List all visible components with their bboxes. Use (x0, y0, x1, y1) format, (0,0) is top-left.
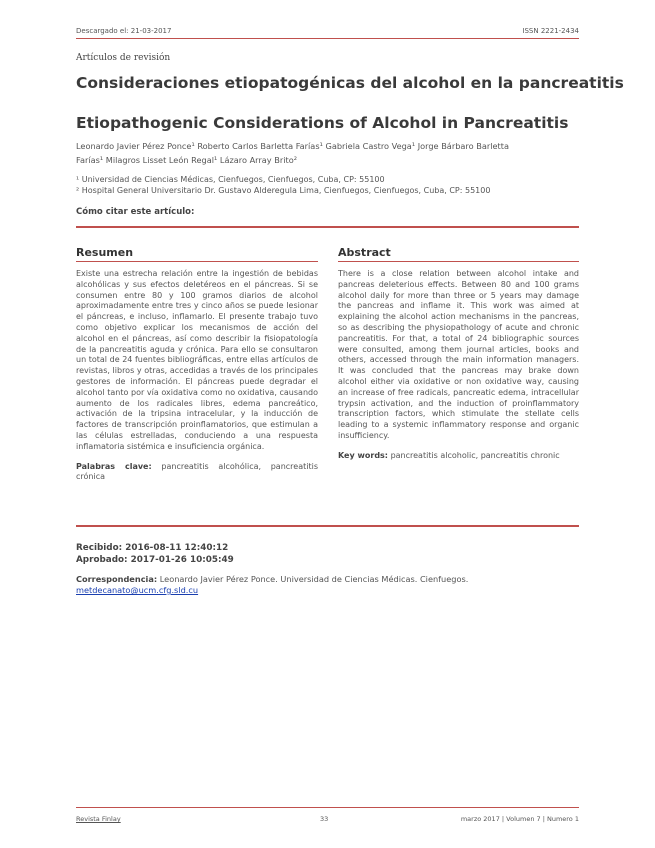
affiliation-1: ¹ Universidad de Ciencias Médicas, Cienfuegos, Cienfuegos, Cuba, CP: 55100 (76, 175, 385, 184)
issn: ISSN 2221-2434 (522, 27, 579, 35)
abstract-keywords (338, 451, 579, 462)
cite-label: Cómo citar este artículo: (76, 207, 195, 217)
correspondence-label: Correspondencia: (76, 574, 158, 584)
resumen-keywords-label: Palabras clave: (76, 461, 152, 471)
resumen-rule (76, 261, 318, 262)
abstract-rule (338, 261, 579, 262)
issue-info: marzo 2017 | Volumen 7 | Numero 1 (460, 815, 579, 823)
author-list (76, 139, 579, 167)
authors-line-2: Farías¹ Milagros Lisset León Regal¹ Lázaro Array Brito² (76, 155, 297, 165)
header-rule (76, 38, 579, 39)
journal-link[interactable]: Revista Finlay (76, 815, 121, 823)
resumen-heading: Resumen (76, 246, 134, 259)
abstract-keywords-value: pancreatitis alcoholic, pancreatitis chronic (390, 450, 560, 460)
correspondence (76, 574, 579, 596)
footer-rule (76, 807, 579, 808)
abstract-keywords-label: Key words: (338, 450, 389, 460)
section-type: Artículos de revisión (76, 53, 171, 63)
abstract-bottom-rule (76, 525, 579, 527)
title-english: Etiopathogenic Considerations of Alcohol in Pancreatitis (76, 114, 569, 132)
affiliation-2: ² Hospital General Universitario Dr. Gustavo Alderegula Lima, Cienfuegos, Cienfuegos, Cuba, CP: 55100 (76, 186, 491, 195)
abstract-text: There is a close relation between alcohol intake and pancreas deleterious effects. Between 80 and 100 grams alcohol daily for more than three or 5 years may damage the pancreas and inflame it. This work was aimed at explaining the alcohol action mechanisms in the pancreas, so as describing the physiopathology of acute and chronic pancreatitis. For that, a total of 24 bibliographic sources were consulted, among them journal articles, books and others, accessed through the main information managers. It was concluded that the pancreas may brake down alcohol either via oxidative or non oxidative way, causing an increase of free radicals, pancreatic edema, intracellular trypsin activation, and the induction of proinflammatory transcription factors, which stimulate the stellate cells leading to a systemic inflammatory response and organic insufficiency. (338, 269, 579, 440)
resumen-keywords (76, 462, 318, 484)
title-spanish: Consideraciones etiopatogénicas del alcohol en la pancreatitis (76, 74, 624, 92)
dates-block (76, 543, 234, 566)
correspondence-email[interactable]: metdecanato@ucm.cfg.sld.cu (76, 585, 199, 595)
title-rule (76, 226, 579, 228)
authors-line-1: Leonardo Javier Pérez Ponce¹ Roberto Carlos Barletta Farías¹ Gabriela Castro Vega¹ Jorge Bárbaro Barletta (76, 141, 509, 151)
approved-date: Aprobado: 2017-01-26 10:05:49 (76, 554, 234, 565)
resumen-body (76, 269, 318, 483)
abstract-body (338, 269, 579, 462)
resumen-keywords-value: pancreatitis alcohólica, pancreatitis crónica (76, 461, 318, 482)
resumen-text: Existe una estrecha relación entre la ingestión de bebidas alcohólicas y sus efectos deletéreos en el páncreas. Si se consumen entre 80 y 100 gramos diarios de alcohol aproximadamente entre tres y cinco años se puede lesionar el páncreas, e incluso, inflamarlo. El presente trabajo tuvo como objetivo explicar los mecanismos de acción del alcohol en el páncreas, así como describir la fisiopatología de la pancreatitis aguda y crónica. Para ello se consultaron un total de 24 fuentes bibliográficas, entre ellas artículos de revistas, libros y otras, accedidas a través de los principales gestores de información. El páncreas puede degradar el alcohol tanto por vía oxidativa como no oxidativa, causando aumento de los radicales libres, edema pancreático, activación de la tripsina intracelular, y la inducción de factores de transcripción proinflamatorios, que estimulan a las células estrelladas, conduciendo a una respuesta inflamatoria sistémica e insuficiencia orgánica. (76, 269, 318, 451)
correspondence-text: Leonardo Javier Pérez Ponce. Universidad de Ciencias Médicas. Cienfuegos. (159, 574, 469, 584)
download-date: Descargado el: 21-03-2017 (76, 27, 172, 35)
received-date: Recibido: 2016-08-11 12:40:12 (76, 543, 229, 553)
abstract-heading: Abstract (338, 246, 391, 259)
page-number: 33 (320, 815, 329, 823)
